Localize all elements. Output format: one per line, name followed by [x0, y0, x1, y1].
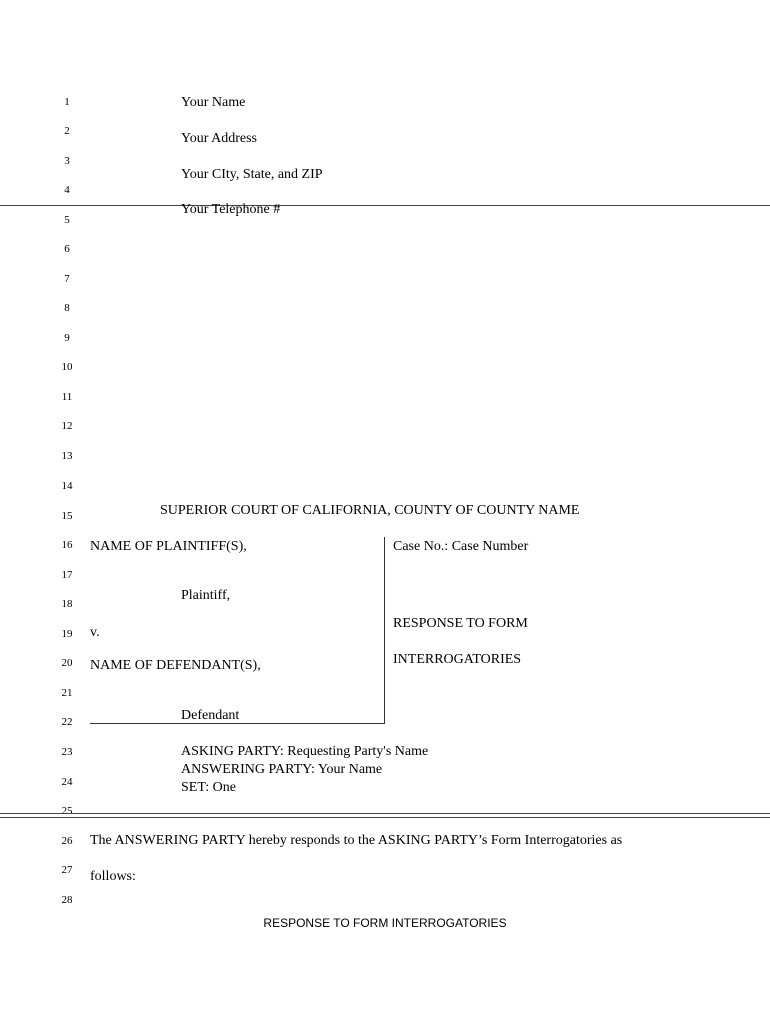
line-number: 15 — [61, 510, 73, 522]
set-number: SET: One — [181, 780, 236, 795]
line-number: 25 — [61, 805, 73, 817]
line-number: 11 — [61, 391, 73, 403]
defendant-role: Defendant — [181, 708, 240, 723]
header-telephone: Your Telephone # — [181, 202, 281, 217]
header-name: Your Name — [181, 95, 246, 110]
document-title-2: INTERROGATORIES — [393, 652, 522, 667]
caption-divider — [384, 537, 385, 723]
header-address: Your Address — [181, 131, 257, 146]
header-city-state-zip: Your CIty, State, and ZIP — [181, 167, 323, 182]
answering-party: ANSWERING PARTY: Your Name — [181, 762, 383, 777]
asking-party: ASKING PARTY: Requesting Party's Name — [181, 744, 429, 759]
line-number: 19 — [61, 628, 73, 640]
line-number: 17 — [61, 569, 73, 581]
line-number: 7 — [64, 273, 70, 285]
defendant-name: NAME OF DEFENDANT(S), — [90, 658, 261, 673]
document-title-1: RESPONSE TO FORM — [393, 616, 528, 631]
plaintiff-role: Plaintiff, — [181, 588, 231, 603]
line-number: 4 — [64, 184, 70, 196]
line-number: 10 — [61, 361, 73, 373]
line-number: 2 — [64, 125, 70, 137]
line-number: 14 — [61, 480, 73, 492]
caption-bottom-rule — [90, 723, 385, 724]
line-number: 23 — [61, 746, 73, 758]
line-number: 5 — [64, 214, 70, 226]
line-number: 24 — [61, 776, 73, 788]
line-number: 21 — [61, 687, 73, 699]
line-number: 18 — [61, 598, 73, 610]
line-number: 22 — [61, 716, 73, 728]
body-text-line-1: The ANSWERING PARTY hereby responds to the ASKING PARTY’s Form Interrogatories as — [90, 833, 623, 848]
versus-label: v. — [90, 625, 100, 640]
line-number: 26 — [61, 835, 73, 847]
line-number: 8 — [64, 302, 70, 314]
page-footer: RESPONSE TO FORM INTERROGATORIES — [263, 916, 507, 930]
body-text-line-2: follows: — [90, 869, 136, 884]
line-number: 3 — [64, 155, 70, 167]
horizontal-rule — [0, 205, 770, 206]
line-number: 27 — [61, 864, 73, 876]
double-rule-bottom — [0, 817, 770, 818]
case-number: Case No.: Case Number — [393, 539, 529, 554]
double-rule-top — [0, 813, 770, 814]
line-number: 6 — [64, 243, 70, 255]
line-number: 28 — [61, 894, 73, 906]
line-number: 20 — [61, 657, 73, 669]
line-number: 13 — [61, 450, 73, 462]
line-number: 9 — [64, 332, 70, 344]
court-title: SUPERIOR COURT OF CALIFORNIA, COUNTY OF COUNTY NAME — [160, 503, 580, 518]
line-number: 1 — [64, 96, 70, 108]
plaintiff-name: NAME OF PLAINTIFF(S), — [90, 539, 247, 554]
line-number: 12 — [61, 420, 73, 432]
line-number: 16 — [61, 539, 73, 551]
